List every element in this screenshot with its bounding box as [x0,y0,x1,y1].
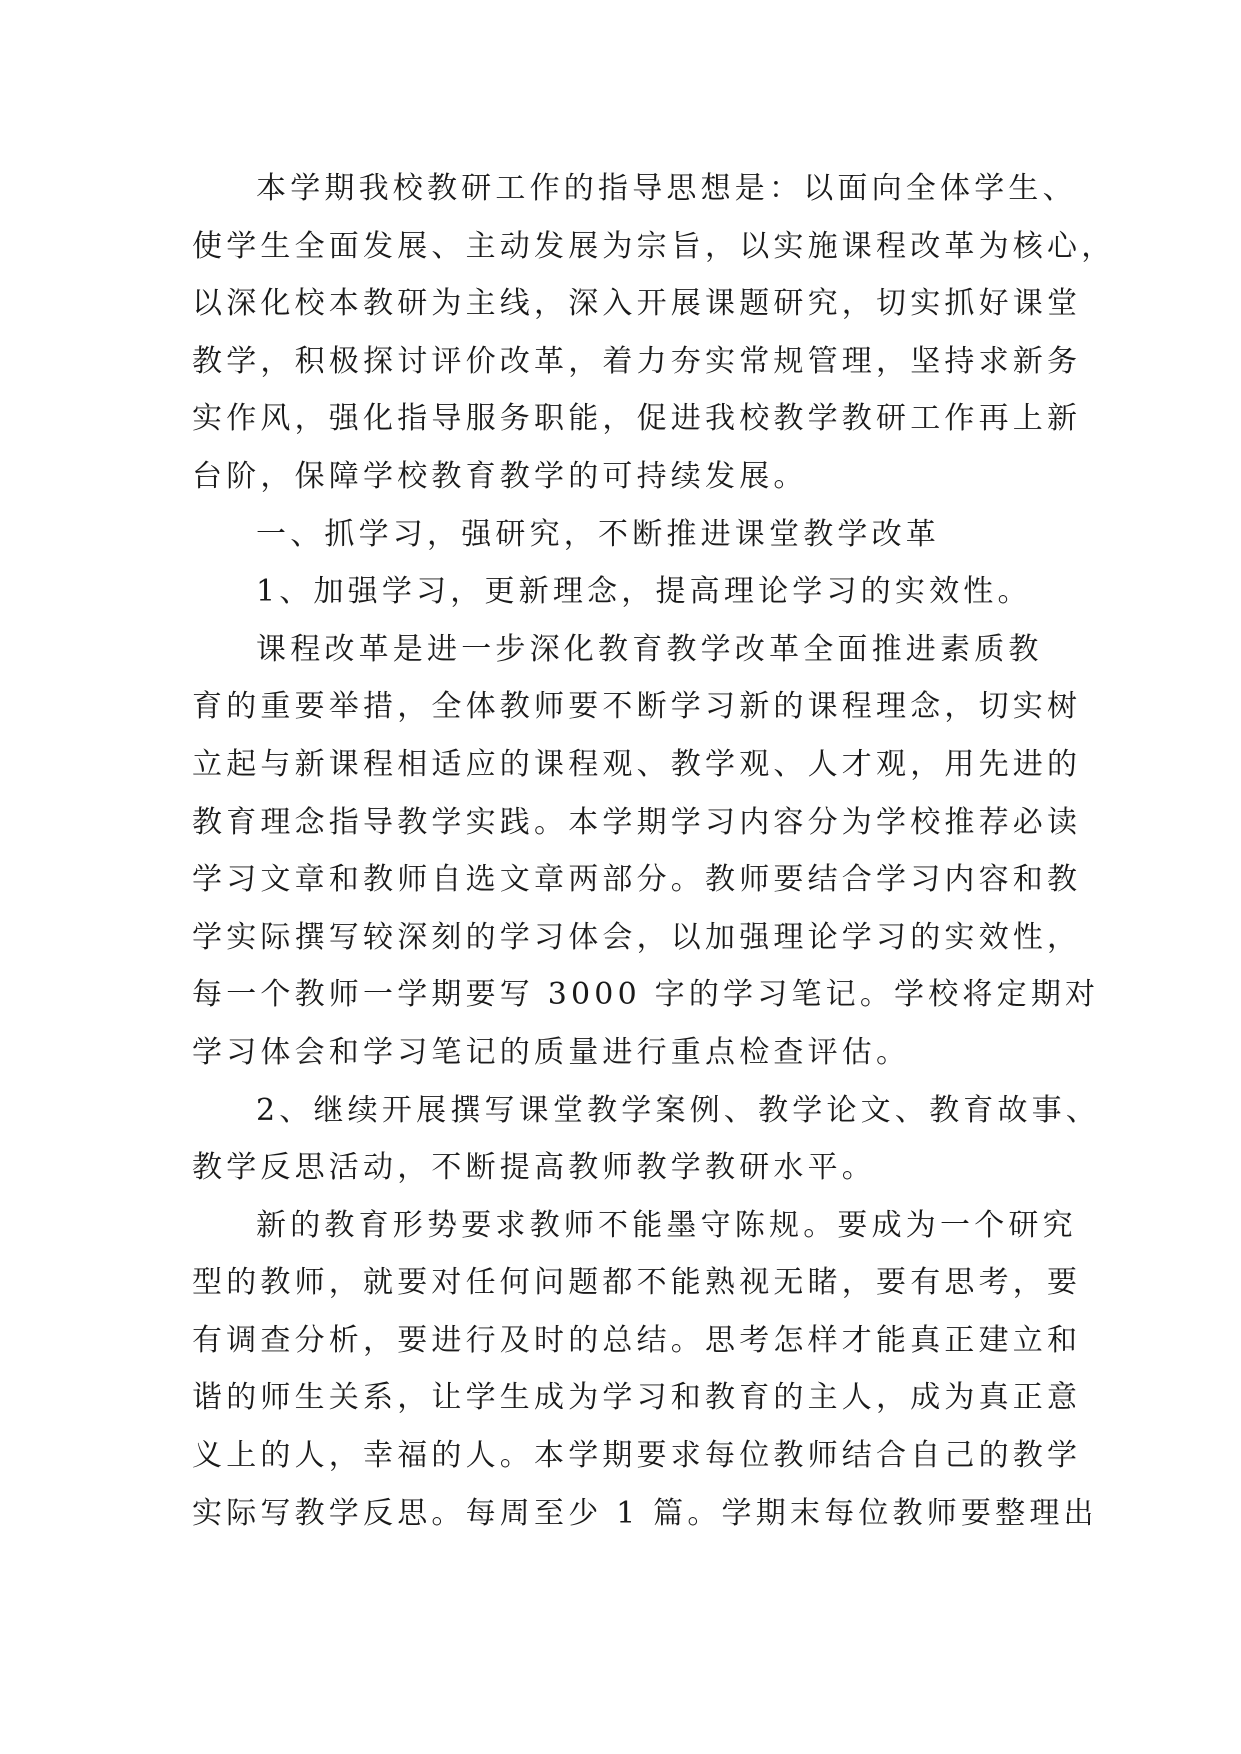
paragraph-curriculum-line-3: 立起与新课程相适应的课程观、教学观、人才观，用先进的 [192,746,1082,782]
document-body [192,160,1116,1542]
paragraph-guiding-idea-line-4: 教学，积极探讨评价改革，着力夯实常规管理，坚持求新务 [192,343,1082,379]
subheading-one: 1、加强学习，更新理念，提高理论学习的实效性。 [256,574,1032,610]
paragraph-curriculum-line-1: 课程改革是进一步深化教育教学改革全面推进素质教 [256,631,1043,667]
section-heading-one: 一、抓学习，强研究，不断推进课堂教学改革 [256,516,940,552]
paragraph-reflection-line-1: 新的教育形势要求教师不能墨守陈规。要成为一个研究 [256,1207,1077,1243]
paragraph-guiding-idea-line-1: 本学期我校教研工作的指导思想是：以面向全体学生、 [256,171,1077,206]
subheading-two-line-2: 教学反思活动，不断提高教师教学教研水平。 [192,1150,876,1186]
paragraph-guiding-idea-line-3: 以深化校本教研为主线，深入开展课题研究，切实抓好课堂 [192,286,1082,322]
paragraph-reflection-line-5: 义上的人，幸福的人。本学期要求每位教师结合自己的教学 [192,1438,1082,1474]
paragraph-guiding-idea-line-5: 实作风，强化指导服务职能，促进我校教学教研工作再上新 [192,401,1082,437]
paragraph-curriculum-line-2: 育的重要举措，全体教师要不断学习新的课程理念，切实树 [192,689,1082,725]
paragraph-curriculum-line-8: 学习体会和学习笔记的质量进行重点检查评估。 [192,1034,911,1070]
paragraph-reflection-line-6: 实际写教学反思。每周至少 1 篇。学期末每位教师要整理出 [192,1495,1098,1531]
paragraph-curriculum-line-4: 教育理念指导教学实践。本学期学习内容分为学校推荐必读 [192,804,1082,840]
subheading-two-line-1: 2、继续开展撰写课堂教学案例、教学论文、教育故事、 [256,1092,1101,1128]
paragraph-guiding-idea-line-6: 台阶，保障学校教育教学的可持续发展。 [192,458,808,494]
paragraph-curriculum-line-6: 学实际撰写较深刻的学习体会，以加强理论学习的实效性， [192,919,1082,955]
paragraph-curriculum-line-5: 学习文章和教师自选文章两部分。教师要结合学习内容和教 [192,862,1082,898]
paragraph-curriculum-line-7: 每一个教师一学期要写 3000 字的学习笔记。学校将定期对 [192,977,1100,1013]
paragraph-reflection-line-4: 谐的师生关系，让学生成为学习和教育的主人，成为真正意 [192,1380,1082,1416]
paragraph-reflection-line-3: 有调查分析，要进行及时的总结。思考怎样才能真正建立和 [192,1322,1082,1358]
paragraph-reflection-line-2: 型的教师，就要对任何问题都不能熟视无睹，要有思考，要 [192,1265,1082,1301]
paragraph-guiding-idea-line-2: 使学生全面发展、主动发展为宗旨，以实施课程改革为核心， [192,228,1116,264]
